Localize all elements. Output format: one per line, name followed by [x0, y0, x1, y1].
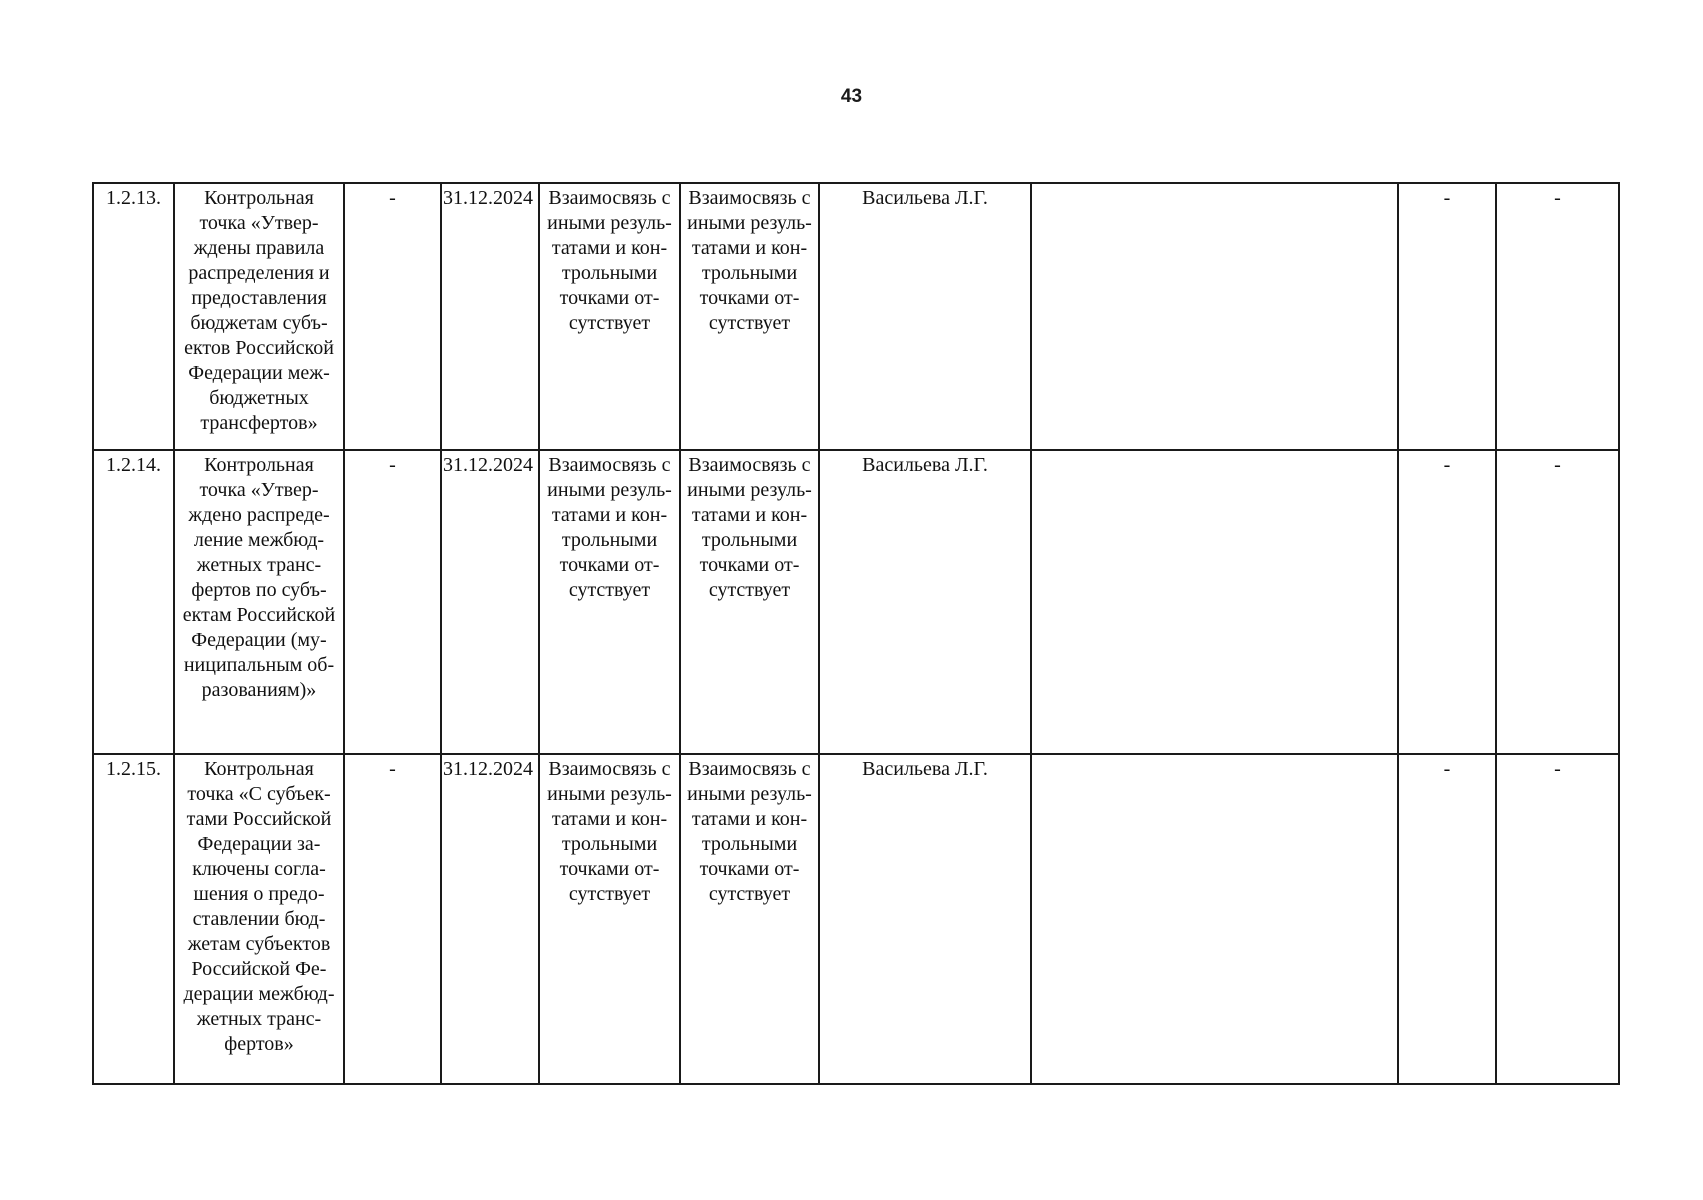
responsible-cell: Васильева Л.Г. — [819, 183, 1031, 450]
relation-cell: Взаимосвязь с иными резуль- татами и кон- трольными точками от- сутствует — [539, 183, 680, 450]
dash-cell: - — [1398, 183, 1496, 450]
row-number-cell: 1.2.14. — [93, 450, 174, 754]
dash-cell: - — [1496, 450, 1619, 754]
dash-cell: - — [1496, 183, 1619, 450]
control-point-name-cell: Контрольная точка «Утвер- ждены правила распределения и предоставления бюджетам субъ- ектов Российской Федерации меж- бюджетных трансфертов» — [174, 183, 344, 450]
relation-cell: Взаимосвязь с иными резуль- татами и кон- трольными точками от- сутствует — [539, 754, 680, 1084]
date-cell: 31.12.2024 — [441, 450, 539, 754]
empty-cell — [1031, 450, 1398, 754]
table-row — [93, 754, 1619, 1084]
table-row — [93, 450, 1619, 754]
date-cell: 31.12.2024 — [441, 183, 539, 450]
responsible-cell: Васильева Л.Г. — [819, 450, 1031, 754]
dash-cell: - — [1398, 450, 1496, 754]
empty-cell — [1031, 754, 1398, 1084]
empty-cell — [1031, 183, 1398, 450]
dash-cell: - — [1496, 754, 1619, 1084]
relation-cell: Взаимосвязь с иными резуль- татами и кон- трольными точками от- сутствует — [680, 450, 819, 754]
row-number-cell: 1.2.15. — [93, 754, 174, 1084]
control-point-name-cell: Контрольная точка «Утвер- ждено распреде- ление межбюд- жетных транс- фертов по субъ- ектам Российской Федерации (му- ниципальным об- разованиям)» — [174, 450, 344, 754]
control-point-name-cell: Контрольная точка «С субъек- тами Российской Федерации за- ключены согла- шения о предо- ставлении бюд- жетам субъектов Российской Фе- дерации межбюд- жетных транс- фертов» — [174, 754, 344, 1084]
responsible-cell: Васильева Л.Г. — [819, 754, 1031, 1084]
dash-cell: - — [344, 754, 441, 1084]
dash-cell: - — [344, 183, 441, 450]
table-row — [93, 183, 1619, 450]
control-points-table — [92, 182, 1620, 1085]
relation-cell: Взаимосвязь с иными резуль- татами и кон- трольными точками от- сутствует — [539, 450, 680, 754]
dash-cell: - — [344, 450, 441, 754]
relation-cell: Взаимосвязь с иными резуль- татами и кон- трольными точками от- сутствует — [680, 754, 819, 1084]
date-cell: 31.12.2024 — [441, 754, 539, 1084]
page-number: 43 — [840, 86, 863, 107]
row-number-cell: 1.2.13. — [93, 183, 174, 450]
relation-cell: Взаимосвязь с иными резуль- татами и кон- трольными точками от- сутствует — [680, 183, 819, 450]
dash-cell: - — [1398, 754, 1496, 1084]
